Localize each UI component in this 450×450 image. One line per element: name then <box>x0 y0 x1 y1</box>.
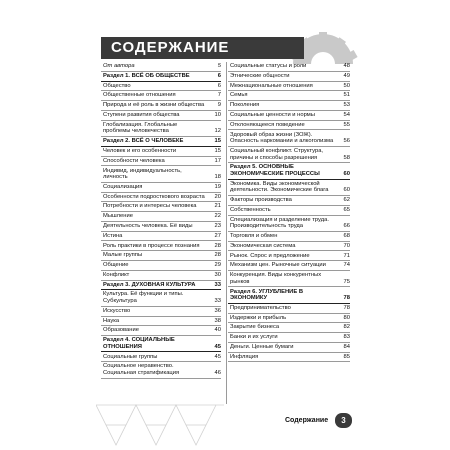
toc-entry-title: Рынок. Спрос и предложение <box>230 252 310 259</box>
toc-entry <box>101 326 221 336</box>
toc-entry <box>101 271 221 281</box>
toc-page-number: 50 <box>343 82 350 89</box>
toc-entry-title: Малые группы <box>103 252 143 259</box>
toc-page-number: 85 <box>343 353 350 360</box>
toc-entry-title: Конкуренция. Виды конкурентных рынков <box>230 272 322 285</box>
decorative-triangle-pattern <box>96 395 224 447</box>
toc-entry-title: Раздел 3. ДУХОВНАЯ КУЛЬТУРА <box>103 281 196 288</box>
toc-section-heading <box>101 72 221 82</box>
toc-entry-title: Особенности подросткового возраста <box>103 193 205 200</box>
toc-page-number: 51 <box>343 92 350 99</box>
toc-entry-title: От автора <box>103 63 135 70</box>
toc-page-number: 45 <box>214 353 221 360</box>
toc-entry <box>228 271 350 287</box>
toc-entry-title: Банки и их услуги <box>230 334 278 341</box>
toc-entry-title: Истина <box>103 232 123 239</box>
toc-page-number: 33 <box>214 281 221 288</box>
toc-page-number: 6 <box>217 82 221 89</box>
toc-page-number: 28 <box>214 242 221 249</box>
toc-page-number: 84 <box>343 344 350 350</box>
toc-page-number: 70 <box>343 242 350 249</box>
toc-entry <box>228 101 350 111</box>
toc-entry-title: Социальные статусы и роли <box>230 63 307 70</box>
toc-entry <box>228 206 350 216</box>
toc-page-number: 49 <box>343 72 350 79</box>
toc-entry-title: Индивид, индивидуальность, личность <box>103 167 182 181</box>
toc-page-number: 78 <box>343 304 350 311</box>
toc-left-column <box>101 62 221 379</box>
toc-entry <box>101 241 221 251</box>
toc-entry-title: Межнациональные отношения <box>230 82 313 89</box>
toc-page-number: 74 <box>343 262 350 269</box>
toc-entry-title: Раздел 6. УГЛУБЛЕНИЕ В ЭКОНОМИКУ <box>230 288 304 302</box>
toc-entry-title: Поколения <box>230 102 260 109</box>
toc-entry <box>101 121 221 137</box>
toc-page-number: 60 <box>343 187 350 194</box>
toc-entry <box>228 196 350 206</box>
toc-page-number: 66 <box>343 223 350 230</box>
page-number-badge: 3 <box>335 413 352 428</box>
toc-entry-title: Социальные ценности и нормы <box>230 112 315 118</box>
toc-entry <box>228 91 350 101</box>
toc-entry <box>228 216 350 232</box>
toc-entry <box>101 222 221 232</box>
toc-entry <box>101 362 221 378</box>
toc-entry <box>228 353 350 363</box>
toc-entry-title: Способности человека <box>103 157 165 164</box>
toc-entry-title: Социализация <box>103 183 143 190</box>
toc-entry <box>101 91 221 101</box>
toc-entry <box>101 82 221 92</box>
toc-entry-title: Факторы производства <box>230 197 292 204</box>
toc-entry-title: Издержки и прибыль <box>230 314 287 321</box>
toc-entry-title: Культура. Её функции и типы. Субкультура <box>103 291 184 305</box>
toc-entry <box>101 317 221 327</box>
toc-page-number: 78 <box>343 295 350 302</box>
toc-entry-title: Конфликт <box>103 271 130 278</box>
toc-entry-title: Искусство <box>103 307 131 314</box>
toc-entry-title: Природа и её роль в жизни общества <box>103 102 205 109</box>
toc-entry <box>228 82 350 92</box>
toc-entry <box>228 323 350 333</box>
toc-entry-title: Этнические общности <box>230 72 290 79</box>
toc-entry <box>101 251 221 261</box>
toc-entry <box>101 157 221 167</box>
toc-section-heading <box>228 163 350 179</box>
toc-entry-title: Механизм цен. Рыночные ситуации <box>230 262 326 269</box>
toc-page-number: 30 <box>214 271 221 278</box>
toc-entry-title: Раздел 2. ВСЁ О ЧЕЛОВЕКЕ <box>103 138 184 145</box>
toc-page-number: 60 <box>343 170 350 177</box>
toc-entry-title: Глобализация. Глобальные проблемы человечества <box>103 121 178 135</box>
toc-entry-title: Социальные группы <box>103 353 158 360</box>
toc-entry <box>101 183 221 193</box>
toc-entry-title: Специализация и разделение труда. Производительность труда <box>230 216 329 230</box>
toc-entry <box>228 304 350 314</box>
toc-entry-title: Инфляция <box>230 353 259 360</box>
footer-section-label: Содержание <box>285 417 329 424</box>
toc-page-number: 33 <box>214 298 221 305</box>
toc-entry-title: Отклоняющееся поведение <box>230 121 305 128</box>
toc-page-number: 45 <box>214 343 221 350</box>
toc-entry <box>101 62 221 72</box>
toc-entry <box>101 307 221 317</box>
toc-entry <box>101 212 221 222</box>
toc-page-number: 75 <box>343 278 350 285</box>
toc-entry <box>101 261 221 271</box>
toc-entry-title: Деньги. Ценные бумаги <box>230 344 294 350</box>
toc-entry-title: Здоровый образ жизни (ЗОЖ). Опасность наркомании и алкоголизма <box>230 131 334 145</box>
toc-page-number: 53 <box>343 102 350 109</box>
toc-entry <box>228 333 350 343</box>
toc-page-number: 40 <box>214 327 221 334</box>
toc-page-number: 6 <box>217 72 221 79</box>
toc-entry <box>101 352 221 362</box>
toc-page-number: 15 <box>214 147 221 154</box>
toc-page-number: 82 <box>343 324 350 331</box>
toc-entry <box>228 147 350 163</box>
toc-entry <box>228 343 350 353</box>
toc-entry-title: Потребности и интересы человека <box>103 203 197 210</box>
toc-entry <box>228 251 350 261</box>
toc-page-number: 56 <box>343 138 350 145</box>
toc-entry-title: Мышление <box>103 213 133 220</box>
toc-entry-title: Раздел 4. СОЦИАЛЬНЫЕ ОТНОШЕНИЯ <box>103 337 175 350</box>
toc-page-number: 68 <box>343 233 350 239</box>
toc-entry-title: Наука <box>103 317 120 324</box>
toc-entry-title: Семья <box>230 92 248 99</box>
toc-entry <box>228 72 350 82</box>
toc-entry <box>101 202 221 212</box>
toc-entry <box>228 180 350 196</box>
column-divider <box>226 62 227 404</box>
toc-section-heading <box>101 281 221 291</box>
toc-right-column <box>228 62 350 362</box>
toc-section-heading <box>101 336 221 352</box>
toc-entry <box>101 290 221 306</box>
toc-entry-title: Общественные отношения <box>103 92 176 99</box>
toc-page-number: 38 <box>214 317 221 324</box>
toc-page-number: 65 <box>343 206 350 213</box>
toc-entry <box>228 242 350 252</box>
toc-page-number: 83 <box>343 334 350 341</box>
toc-entry <box>228 121 350 131</box>
toc-page-number: 80 <box>343 314 350 321</box>
toc-page-number: 36 <box>214 307 221 314</box>
toc-entry <box>101 101 221 111</box>
toc-entry-title: Предпринимательство <box>230 304 291 311</box>
toc-page-number: 55 <box>343 121 350 128</box>
toc-page-number: 7 <box>217 92 221 99</box>
toc-page-number: 54 <box>343 112 350 118</box>
toc-entry-title: Социальный конфликт. Структура, причины и способы разрешения <box>230 147 324 161</box>
toc-entry-title: Деятельность человека. Её виды <box>103 223 193 229</box>
toc-entry-title: Раздел 5. ОСНОВНЫЕ ЭКОНОМИЧЕСКИЕ ПРОЦЕССЫ <box>230 164 320 177</box>
toc-page-number: 10 <box>214 112 221 118</box>
toc-entry <box>101 232 221 242</box>
toc-entry <box>228 62 350 72</box>
toc-page-number: 12 <box>214 128 221 135</box>
toc-entry <box>228 261 350 271</box>
toc-entry-title: Общество <box>103 82 131 89</box>
toc-entry-title: Собственность <box>230 206 271 213</box>
toc-entry-title: Роль практики в процессе познания <box>103 242 200 249</box>
toc-page-number: 18 <box>214 174 221 181</box>
toc-entry-title: Социальное неравенство. Социальная стратификация <box>103 363 180 376</box>
toc-page-number: 23 <box>214 223 221 229</box>
toc-page-number: 48 <box>343 63 350 70</box>
toc-page-number: 19 <box>214 183 221 190</box>
toc-entry-title: Экономика. Виды экономической деятельности. Экономические блага <box>230 180 329 194</box>
toc-entry-title: Раздел 1. ВСЁ ОБ ОБЩЕСТВЕ <box>103 72 190 79</box>
toc-page-number: 22 <box>214 213 221 220</box>
toc-page-number: 62 <box>343 197 350 204</box>
toc-entry <box>101 111 221 121</box>
toc-entry-title: Экономическая система <box>230 242 296 249</box>
toc-page-number: 20 <box>214 193 221 200</box>
toc-page-number: 28 <box>214 252 221 259</box>
toc-entry <box>228 314 350 324</box>
toc-entry-title: Образование <box>103 327 139 334</box>
toc-page-number: 27 <box>214 232 221 239</box>
toc-entry-title: Общение <box>103 262 129 269</box>
toc-entry-title: Человек и его особенности <box>103 147 177 154</box>
toc-entry <box>101 166 221 182</box>
toc-section-heading <box>101 137 221 147</box>
toc-entry-title: Ступени развития общества <box>103 112 180 118</box>
toc-entry <box>228 232 350 242</box>
toc-entry <box>101 193 221 203</box>
toc-page-number: 71 <box>343 252 350 259</box>
toc-page-number: 58 <box>343 154 350 161</box>
toc-entry-title: Торговля и обмен <box>230 233 278 239</box>
toc-page-number: 29 <box>214 262 221 269</box>
toc-page-number: 21 <box>214 203 221 210</box>
toc-page-number: 5 <box>217 63 221 70</box>
toc-entry <box>228 111 350 121</box>
toc-page-number: 17 <box>214 157 221 164</box>
toc-entry-title: Закрытие бизнеса <box>230 324 280 331</box>
page-title: СОДЕРЖАНИЕ <box>101 37 304 59</box>
toc-page-number: 15 <box>214 138 221 145</box>
toc-entry <box>101 147 221 157</box>
toc-entry <box>228 130 350 146</box>
toc-page-number: 46 <box>214 369 221 376</box>
toc-page-number: 9 <box>217 102 221 109</box>
toc-section-heading <box>228 287 350 303</box>
